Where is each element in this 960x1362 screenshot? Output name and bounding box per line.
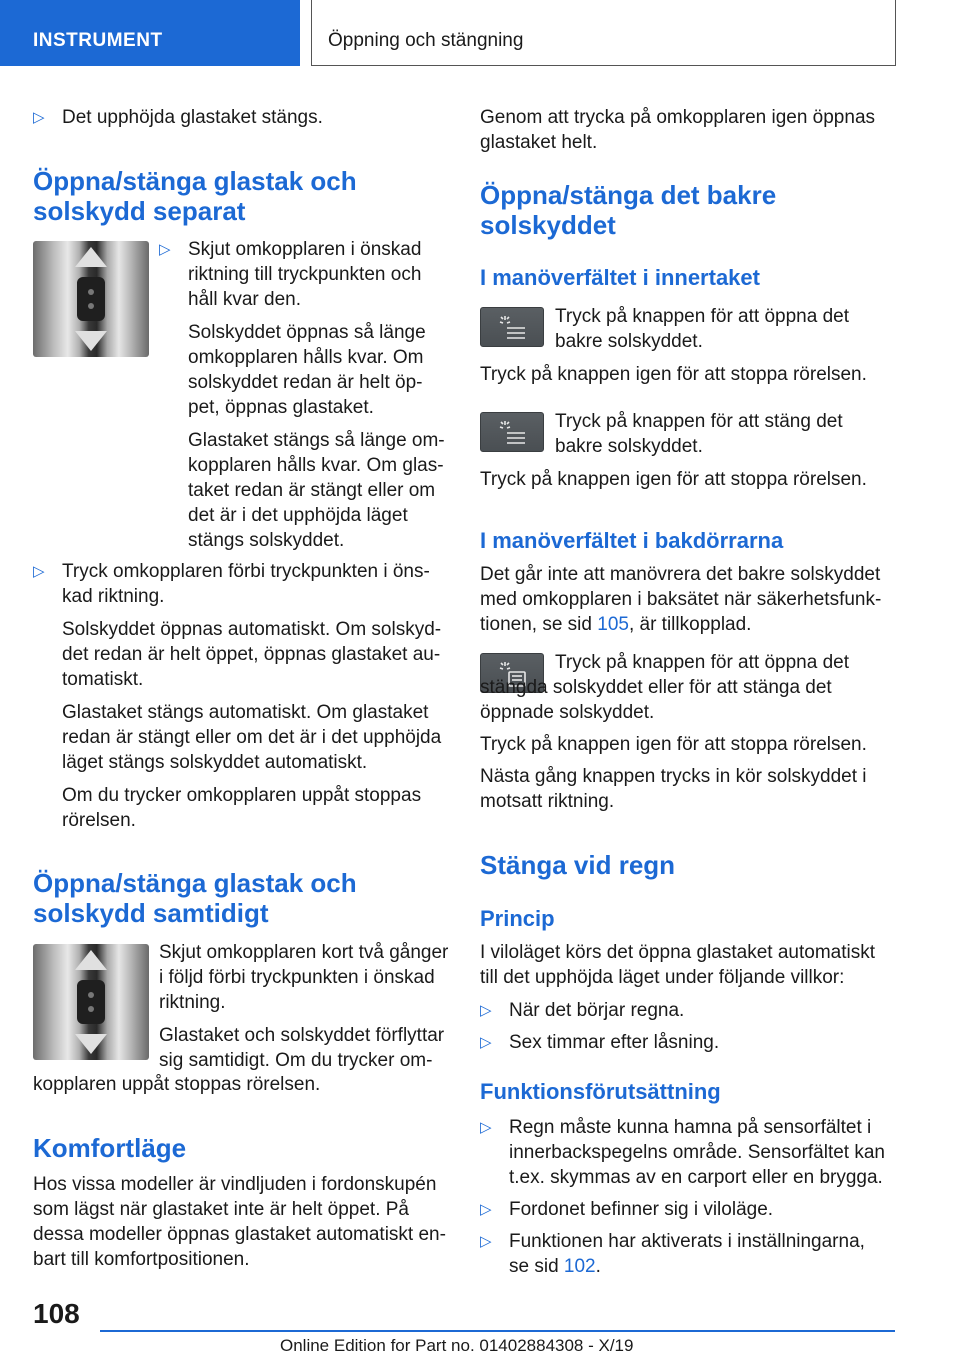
heading-innertak: I manöverfältet i innertaket (480, 265, 760, 290)
heading-samtidigt: Öppna/stänga glastak och solskydd samtidigt (33, 868, 357, 928)
paragraph: Om du trycker omkopplaren uppåt stoppas rörelsen. (62, 785, 422, 831)
page-number: 108 (33, 1298, 80, 1329)
sunblind-icon (497, 314, 529, 342)
bullet-item: ▷ Skjut omkopplaren i önskad riktning till tryckpunkten och håll kvar den. (159, 237, 449, 312)
paragraph: Glastaket stängs så länge om- kopplaren hålls kvar. Om glas- taket redan är stängt eller om det är i det upphöjda läget stängs solskyddet. (188, 430, 445, 551)
bullet-item: ▷ Tryck omkopplaren förbi tryckpunkten i öns- kad riktning. (33, 559, 451, 609)
indicator-dot-icon (88, 289, 94, 295)
header-title-tab (311, 0, 896, 66)
heading-funktionsforutsattning: Funktionsförutsättning (480, 1079, 721, 1104)
roof-switch-image (33, 241, 149, 357)
paragraph: Tryck på knappen för att stäng det bakre solskyddet. (555, 411, 843, 457)
paragraph: Solskyddet öppnas automatiskt. Om solskyd- det redan är helt öppet, öppnas glastaket au- tomatiskt. (62, 619, 442, 690)
sunblind-close-button-image (480, 412, 544, 452)
arrow-up-icon (75, 950, 107, 970)
header-section-tab (0, 0, 300, 66)
arrow-up-icon (75, 247, 107, 267)
paragraph: Solskyddet öppnas så länge omkopplaren hålls kvar. Om solskyddet redan är helt öp- pet, öppnas glastaket. (188, 322, 426, 418)
switch-knob-icon (77, 277, 105, 321)
roof-switch-image (33, 944, 149, 1060)
paragraph: Tryck på knappen igen för att stoppa rörelsen. (480, 469, 867, 490)
header-section-label: INSTRUMENT (33, 30, 163, 51)
paragraph-text: , är tillkopplad. (628, 614, 752, 635)
arrow-down-icon (75, 1034, 107, 1054)
bullet-item: ▷ Fordonet befinner sig i viloläge. (480, 1197, 890, 1222)
paragraph: Nästa gång knappen trycks in kör solskyddet i motsatt riktning. (480, 766, 867, 812)
heading-separat: Öppna/stänga glastak och solskydd separat (33, 166, 357, 226)
paragraph: Tryck på knappen för att öppna det stängda solskyddet eller för att stänga det öppnade solskyddet. (480, 652, 849, 723)
bullet-item: ▷ När det börjar regna. (480, 998, 890, 1023)
switch-knob-icon (77, 980, 105, 1024)
footer-edition: Online Edition for Part no. 01402884308 - X/19 (280, 1336, 634, 1355)
paragraph: Tryck på knappen för att öppna det bakre solskyddet. (555, 306, 849, 352)
page-link-105[interactable]: 105 (597, 614, 629, 635)
bullet-item: ▷ Regn måste kunna hamna på sensorfältet i innerbackspegelns område. Sensorfältet kan t.ex. skymmas av en carport eller en brygga. (480, 1115, 890, 1190)
paragraph: Glastaket stängs automatiskt. Om glastaket redan är stängt eller om det är i det upphöjda läget stängs solskyddet automatiskt. (62, 702, 442, 773)
paragraph: Glastaket och solskyddet förflyttar sig samtidigt. Om du trycker om- (159, 1025, 445, 1071)
heading-bakdorrar: I manöverfältet i bakdörrarna (480, 528, 784, 553)
paragraph: Tryck på knappen igen för att stoppa rörelsen. (480, 364, 867, 385)
bullet-item: ▷ Det upphöjda glastaket stängs. (33, 105, 453, 130)
arrow-down-icon (75, 331, 107, 351)
footer-divider (100, 1330, 895, 1332)
paragraph: Skjut omkopplaren kort två gånger i följd förbi tryckpunkten i önskad riktning. (159, 942, 449, 1013)
bullet-text: Funktionen har aktiverats i inställningarna, se sid (509, 1231, 865, 1277)
header-title: Öppning och stängning (328, 30, 524, 51)
paragraph: kopplaren uppåt stoppas rörelsen. (33, 1074, 321, 1095)
page-link-102[interactable]: 102 (563, 1256, 596, 1277)
paragraph: Hos vissa modeller är vindljuden i fordonskupén som lägst när glastaket inte är helt öppet. På dessa modeller öppnas glastaket automatiskt en- bart till komfortpositionen. (33, 1174, 446, 1270)
heading-bakre-solskydd: Öppna/stänga det bakre solskyddet (480, 180, 777, 240)
indicator-dot-icon (88, 992, 94, 998)
heading-princip: Princip (480, 906, 555, 931)
paragraph: I viloläget körs det öppna glastaket automatiskt till det upphöjda läget under följande villkor: (480, 942, 876, 988)
heading-komfortlage: Komfortläge (33, 1133, 187, 1163)
bullet-item (480, 1229, 890, 1279)
indicator-dot-icon (88, 1006, 94, 1012)
indicator-dot-icon (88, 303, 94, 309)
paragraph: Genom att trycka på omkopplaren igen öppnas glastaket helt. (480, 107, 876, 153)
heading-regn: Stänga vid regn (480, 850, 676, 880)
paragraph (480, 562, 890, 637)
paragraph: Tryck på knappen igen för att stoppa rörelsen. (480, 734, 867, 755)
sunblind-icon (497, 419, 529, 447)
bullet-item: ▷ Sex timmar efter låsning. (480, 1030, 890, 1055)
sunblind-open-button-image (480, 307, 544, 347)
paragraph-text: Det går inte att manövrera det bakre solskyddet med omkopplaren i baksätet när säkerhetsfunk- tionen, se sid (480, 564, 882, 635)
bullet-text: . (595, 1256, 601, 1277)
